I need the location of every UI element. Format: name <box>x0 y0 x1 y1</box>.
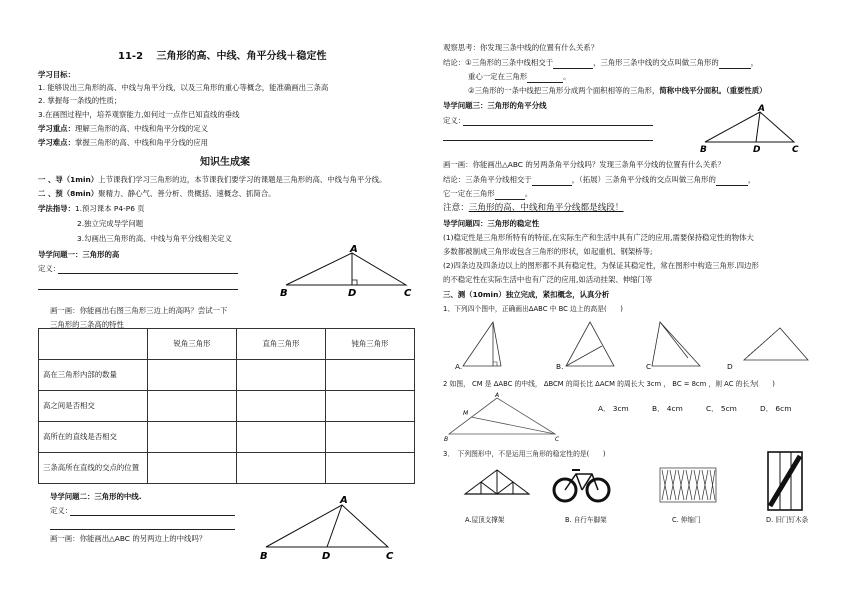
table-cell[interactable] <box>326 422 415 453</box>
conclusion-2: ②三角形的一条中线把三角形分成两个面积相等的三角形，简称中线平分面积。（重要性质） <box>468 86 767 95</box>
label-D: D <box>322 551 331 562</box>
ex1-option-c[interactable]: C <box>646 362 652 371</box>
table-cell[interactable] <box>326 453 415 484</box>
definition-3-blank-2[interactable] <box>443 140 653 141</box>
ex1-option-c-figure <box>648 318 708 370</box>
exercise-1: 1、下列四个图中，正确画出ΔABC 中 BC 边上的高是( ) <box>443 305 623 313</box>
definition-blank-2[interactable] <box>38 289 238 290</box>
label-D: D <box>348 288 357 299</box>
ex1-option-a-figure <box>455 318 515 370</box>
exercise-2: 2 如图， CM 是 ΔABC 的中线， ΔBCM 的周长比 ΔACM 的周长大 3cm ， BC = 8cm ，则 AC 的长为( ) <box>443 380 775 388</box>
method-1: 学法指导：1.预习课本 P4-P6 页 <box>38 204 145 213</box>
ex2-option-a[interactable]: A． 3cm <box>598 404 629 413</box>
label-D: D <box>753 145 761 155</box>
label-C: C <box>555 436 560 443</box>
label-C: C <box>792 145 799 155</box>
table-row <box>39 360 415 391</box>
table-cell[interactable] <box>148 360 237 391</box>
table-row <box>39 422 415 453</box>
conclusion-3b: 它一定在三角形 。 <box>443 189 533 198</box>
table-row <box>39 453 415 484</box>
blank[interactable] <box>495 189 525 200</box>
table-cell[interactable] <box>148 391 237 422</box>
label-B: B <box>260 551 268 562</box>
label-C: C <box>404 288 412 299</box>
goal-3: 3.在画图过程中，培养观察能力,如何过一点作已知直线的垂线 <box>38 110 240 119</box>
label-A: A <box>340 495 348 506</box>
difficult-point: 学习难点：掌握三角形的高、中线和角平分线的应用 <box>38 138 209 147</box>
question-3-heading: 导学问题三：三角形的角平分线 <box>443 101 547 110</box>
blank[interactable] <box>553 58 593 69</box>
observe-prompt: 观察思考：你发现三条中线的位置有什么关系？ <box>443 43 599 52</box>
label-C: C <box>386 551 394 562</box>
stability-2b: 的不稳定性在实际生活中也有广泛的应用,如活动挂架、伸缩门等 <box>443 275 653 284</box>
conclusion-3: 结论：三条角平分线相交于 ，（拓展）三条角平分线的交点叫做三角形的 ， <box>443 175 756 184</box>
section-3-heading: 三、测（10min）独立完成，紧扣概念，认真分析 <box>443 290 610 299</box>
triangle-median-figure <box>258 493 398 561</box>
section-title: 知识生成案 <box>200 157 250 168</box>
conclusion-1: 结论：①三角形的三条中线相交于 ，三角形三条中线的交点叫做三角形的 ， <box>443 58 759 67</box>
conclusion-1b: 重心一定在三角形 。 <box>468 72 571 81</box>
label-A: A <box>350 244 358 255</box>
stability-1b: 多数都被制成三角形或包含三角形的形状，如起重机、钢架桥等; <box>443 247 653 256</box>
label-A: A <box>495 392 500 399</box>
step-1: 一 、导（1min）上节课我们学习三角形的边，本节课我们要学习的课题是三角形的高、中线与角平分线。 <box>38 175 387 184</box>
ex1-option-b[interactable]: B. <box>556 362 564 371</box>
ex1-option-d-figure <box>738 318 818 370</box>
draw-prompt-1: 画一画：你能画出右图三角形三边上的高吗？尝试一下 <box>50 306 228 315</box>
question-4-heading: 导学问题四：三角形的稳定性 <box>443 219 540 228</box>
stability-2: (2)四条边及四条边以上的图形都不具有稳定性，为保证其稳定性，常在图形中构造三角形.四边形 <box>443 261 759 270</box>
blank[interactable] <box>716 175 748 186</box>
table-cell[interactable] <box>326 360 415 391</box>
ex2-option-b[interactable]: B． 4cm <box>652 404 683 413</box>
roof-truss-icon <box>463 466 531 502</box>
page-title: 11-2 三角形的高、中线、角平分线＋稳定性 <box>118 51 327 62</box>
draw-prompt-3: 画一画：你能画出△ABC 的另两条角平分线吗？发现三条角平分线的位置有什么关系？ <box>443 160 725 169</box>
question-2-heading: 导学问题二：三角形的中线. <box>50 492 142 501</box>
table-caption: 三角形的三条高的特性 <box>50 320 124 329</box>
ex1-option-a[interactable]: A. <box>455 362 463 371</box>
triangle-bisector-figure <box>700 104 810 154</box>
definition-2-label: 定义： <box>50 506 73 515</box>
ex3-option-c[interactable]: C. 伸缩门 <box>672 516 701 524</box>
definition-3-blank[interactable] <box>463 125 653 126</box>
step-2: 二 、预（8min）聚精力、静心气、善分析、贵概括、速概念、抓简合。 <box>38 189 276 198</box>
table-cell[interactable] <box>148 453 237 484</box>
method-3: 3.勾画出三角形的高、中线与角平分线相关定义 <box>77 234 232 243</box>
table-row-label: 高在三角形内部的数量 <box>39 360 148 391</box>
definition-label: 定义： <box>38 264 61 273</box>
label-A: A <box>758 104 765 114</box>
blank[interactable] <box>527 72 563 83</box>
table-header-row <box>39 329 415 360</box>
stability-1: (1)稳定性是三角形所特有的特征,在实际生产和生活中具有广泛的应用,需要保持稳定性的物体大 <box>443 233 754 242</box>
bicycle-icon <box>552 462 612 504</box>
goal-2: 2. 掌握每一条线的性质； <box>38 96 122 105</box>
table-row <box>39 391 415 422</box>
label-M: M <box>463 410 469 417</box>
question-1-heading: 导学问题一：三角形的高 <box>38 250 120 259</box>
table-header-cell: 钝角三角形 <box>326 329 415 360</box>
definition-blank[interactable] <box>58 273 238 274</box>
label-B: B <box>280 288 288 299</box>
ex1-option-b-figure <box>560 318 620 370</box>
old-door-icon <box>766 450 806 512</box>
blank[interactable] <box>719 58 751 69</box>
note: 注意：三角形的高、中线和角平分线都是线段！ <box>443 203 624 213</box>
label-B: B <box>700 145 707 155</box>
ex1-option-d[interactable]: D <box>727 362 733 371</box>
ex2-option-c[interactable]: C． 5cm <box>706 404 737 413</box>
table-header-cell <box>39 329 148 360</box>
goal-1: 1. 能够说出三角形的高、中线与角平分线，以及三角形的重心等概念，能准确画出三条高 <box>38 83 329 92</box>
table-header-cell: 锐角三角形 <box>148 329 237 360</box>
table-row-label: 高所在的直线是否相交 <box>39 422 148 453</box>
triangle-altitude-figure <box>278 245 418 300</box>
blank[interactable] <box>532 175 572 186</box>
table-cell[interactable] <box>237 360 326 391</box>
ex3-option-b[interactable]: B. 自行车脚架 <box>565 516 607 524</box>
table-cell[interactable] <box>237 422 326 453</box>
definition-2-blank-2[interactable] <box>50 529 235 530</box>
table-cell[interactable] <box>237 453 326 484</box>
table-cell[interactable] <box>237 391 326 422</box>
folding-gate-icon <box>658 462 718 506</box>
ex3-option-a[interactable]: A.屋顶支撑架 <box>465 516 505 524</box>
table-row-label: 三条高所在直线的交点的位置 <box>39 453 148 484</box>
definition-2-blank[interactable] <box>70 515 235 516</box>
definition-3-label: 定义： <box>443 116 466 125</box>
ex3-option-d[interactable]: D. 旧门钉木条 <box>766 516 809 524</box>
ex2-option-d[interactable]: D． 6cm <box>760 404 792 413</box>
table-row-label: 高之间是否相交 <box>39 391 148 422</box>
goals-heading: 学习目标： <box>38 70 75 79</box>
table-cell[interactable] <box>326 391 415 422</box>
table-cell[interactable] <box>148 422 237 453</box>
ex2-figure <box>443 392 563 442</box>
key-point: 学习重点：理解三角形的高、中线和角平分线的定义 <box>38 124 209 133</box>
altitude-table <box>38 328 415 484</box>
table-header-cell: 直角三角形 <box>237 329 326 360</box>
exercise-3: 3． 下列图形中，不是运用三角形的稳定性的是( ) <box>443 450 606 458</box>
draw-prompt-2: 画一画：你能画出△ABC 的另两边上的中线吗？ <box>50 534 207 543</box>
label-B: B <box>444 436 449 443</box>
method-2: 2.独立完成导学问题 <box>77 219 144 228</box>
